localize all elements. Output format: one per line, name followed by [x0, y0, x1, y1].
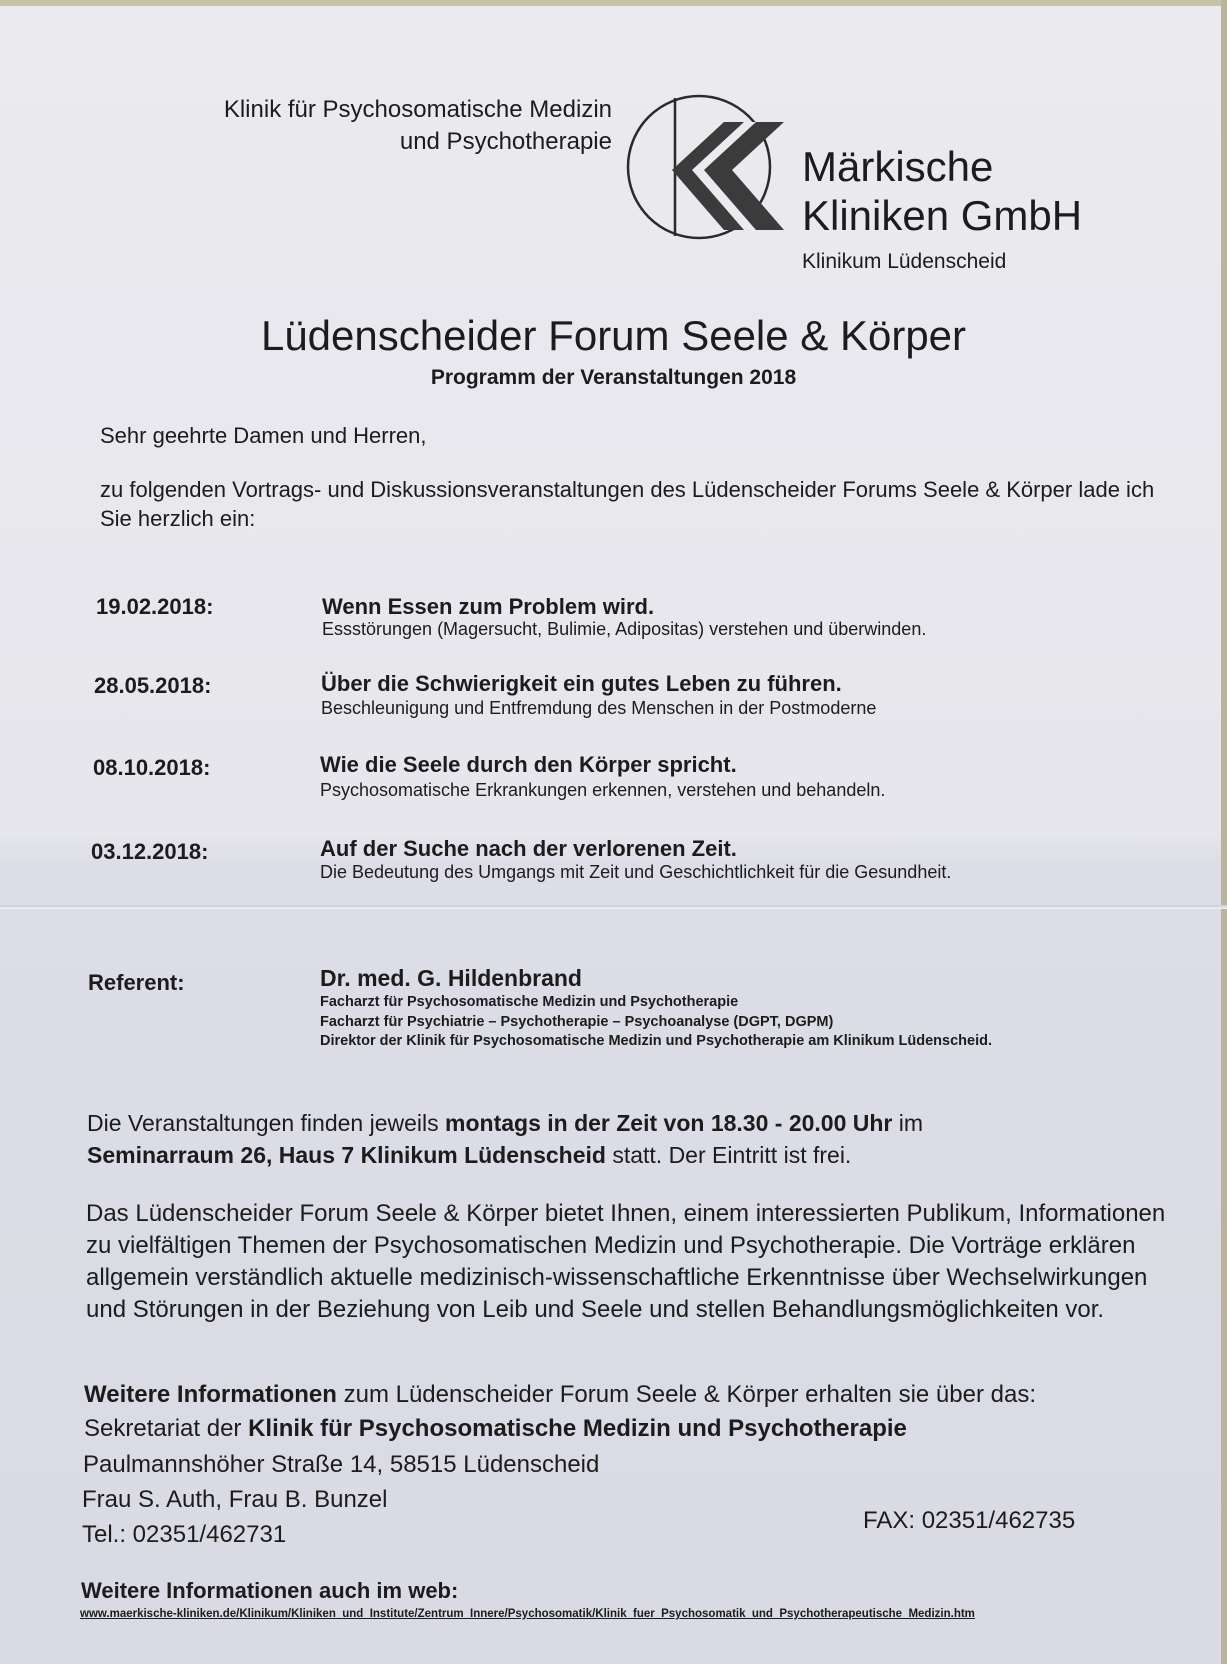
event-title: Über die Schwierigkeit ein gutes Leben zu führen. [321, 671, 842, 696]
company-line-2: Kliniken GmbH [802, 192, 1083, 239]
company-name [802, 142, 1082, 240]
schedule-text: Die Veranstaltungen finden jeweils [87, 1110, 446, 1136]
speaker-qualification-2: Facharzt für Psychiatrie – Psychotherapie – Psychoanalyse (DGPT, DGPM) [320, 1014, 834, 1030]
contact-info-line [84, 1379, 1036, 1410]
schedule-text: statt. Der Eintritt ist frei. [605, 1142, 852, 1168]
event-subtitle: Die Bedeutung des Umgangs mit Zeit und Geschichtlichkeit für die Gesundheit. [320, 862, 952, 882]
event-subtitle: Psychosomatische Erkrankungen erkennen, verstehen und behandeln. [320, 780, 886, 800]
description-paragraph: Das Lüdenscheider Forum Seele & Körper bietet Ihnen, einem interessierten Publikum, Informationen zu vielfältigen Themen der Psychosomatischen Medizin und Psychotherapie. Die Vorträge erklären allgemein verständlich aktuelle medizinisch-wissenschaftliche Erkenntnisse über Wechselwirkungen und Störungen in der Beziehung von Leib und Seele und stellen Behandlungsmöglichkeiten vor. [86, 1200, 1166, 1323]
event-title: Auf der Suche nach der verlorenen Zeit. [320, 836, 737, 861]
schedule-text: im [892, 1110, 924, 1136]
company-subtitle: Klinikum Lüdenscheid [802, 250, 1007, 273]
contact-persons: Frau S. Auth, Frau B. Bunzel [82, 1486, 388, 1513]
event-subtitle: Beschleunigung und Entfremdung des Menschen in der Postmoderne [321, 698, 877, 718]
schedule-time: montags in der Zeit von 18.30 - 20.00 Uhr [445, 1110, 893, 1136]
department-line-2: und Psychotherapie [399, 128, 612, 155]
web-heading: Weitere Informationen auch im web: [81, 1578, 459, 1603]
schedule-line-2 [87, 1140, 851, 1171]
event-date: 28.05.2018: [94, 673, 212, 698]
secretariat-prefix: Sekretariat der [84, 1415, 249, 1442]
greeting: Sehr geehrte Damen und Herren, [100, 423, 427, 448]
paper-fold-line [0, 905, 1227, 909]
event-date: 08.10.2018: [93, 755, 211, 780]
page-title: Lüdenscheider Forum Seele & Körper [260, 312, 967, 359]
event-date: 19.02.2018: [96, 594, 214, 619]
speaker-position: Direktor der Klinik für Psychosomatische Medizin und Psychotherapie am Klinikum Lüdenscheid. [320, 1033, 992, 1049]
speaker-name: Dr. med. G. Hildenbrand [320, 965, 582, 991]
paper-top-edge [0, 0, 1227, 6]
address: Paulmannshöher Straße 14, 58515 Lüdenscheid [83, 1451, 600, 1478]
event-title: Wenn Essen zum Problem wird. [322, 594, 655, 619]
fax: FAX: 02351/462735 [863, 1507, 1076, 1534]
page-subtitle: Programm der Veranstaltungen 2018 [430, 366, 797, 389]
speaker-qualification-1: Facharzt für Psychosomatische Medizin und Psychotherapie [320, 994, 739, 1010]
department-name [140, 94, 612, 158]
contact-info-text: zum Lüdenscheider Forum Seele & Körper erhalten sie über das: [336, 1381, 1036, 1408]
secretariat-clinic: Klinik für Psychosomatische Medizin und Psychotherapie [248, 1415, 907, 1442]
event-subtitle: Essstörungen (Magersucht, Bulimie, Adipositas) verstehen und überwinden. [322, 619, 927, 639]
event-title: Wie die Seele durch den Körper spricht. [320, 752, 737, 777]
schedule-line-1 [87, 1108, 923, 1139]
contact-info-label: Weitere Informationen [84, 1381, 337, 1408]
secretariat-line [84, 1413, 907, 1444]
telephone: Tel.: 02351/462731 [82, 1521, 287, 1548]
company-logo [624, 92, 790, 247]
company-line-1: Märkische [802, 143, 994, 190]
schedule-location: Seminarraum 26, Haus 7 Klinikum Lüdenscheid [87, 1142, 606, 1168]
web-link[interactable]: www.maerkische-kliniken.de/Klinikum/Kliniken_und_Institute/Zentrum_Innere/Psychosomatik/Klinik_fuer_Psychosomatik_und_Psychotherapeutische_Medizin.htm [80, 1608, 975, 1620]
intro-paragraph: zu folgenden Vortrags- und Diskussionsveranstaltungen des Lüdenscheider Forums Seele & Körper lade ich Sie herzlich ein: [100, 477, 1155, 531]
department-line-1: Klinik für Psychosomatische Medizin [223, 96, 612, 123]
event-date: 03.12.2018: [91, 839, 209, 864]
paper-right-edge [1221, 0, 1227, 1664]
speaker-label: Referent: [88, 970, 185, 995]
